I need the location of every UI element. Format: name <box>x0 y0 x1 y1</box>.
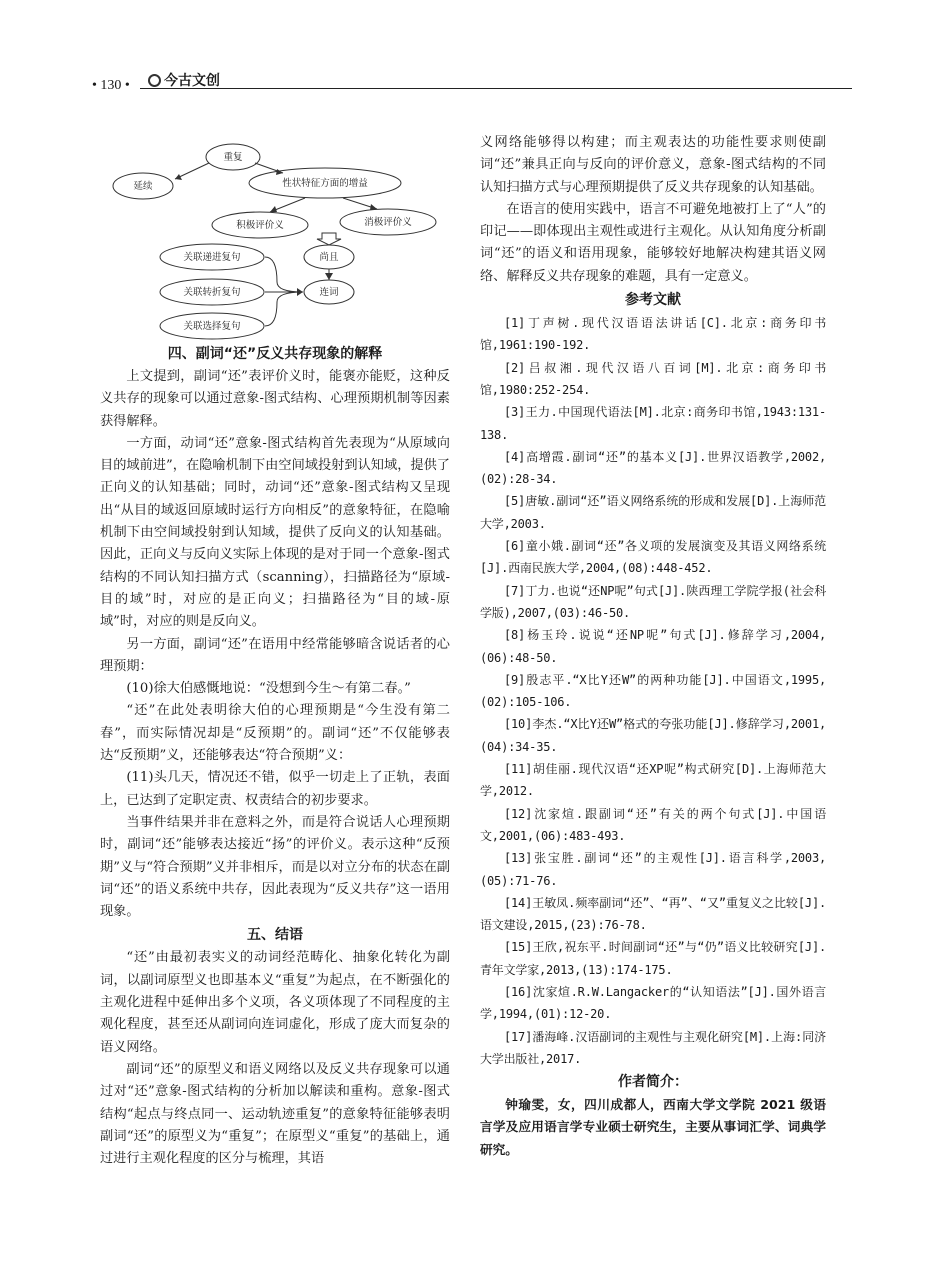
paragraph: 一方面，动词“还”意象-图式结构首先表现为“从原域向目的域前进”，在隐喻机制下由空间域投射到认知域，提供了正向义的认知基础；同时，动词“还”意象-图式结构又呈现出“从目的域返回原域时运行方向相反”的意象特征，在隐喻机制下由空间域投射到认知域，提供了反向义的认知基础。因此，正向义与反向义实际上体现的是对于同一个意象-图式结构的不同认知扫描方式（scanning），扫描路径为“原域-目的域”时，对应的是正向义；扫描路径为“目的域-原域”时，对应的则是反向义。 <box>100 435 450 630</box>
semantic-network-diagram <box>105 132 445 342</box>
paragraph: 在语言的使用实践中，语言不可避免地被打上了“人”的印记——即体现出主观性或进行主观化。从认知角度分析副词“还”的语义和语用现象，能够较好地解决构建其语义网络、解释反义共存现象的难题，具有一定意义。 <box>480 201 826 284</box>
reference-item: [5]唐敏.副词“还”语义网络系统的形成和发展[D].上海师范大学,2003. <box>480 494 826 531</box>
reference-item: [14]王敏凤.频率副词“还”、“再”、“又”重复义之比较[J].语文建设,2015,(23):76-78. <box>480 895 826 933</box>
left-column <box>100 132 450 1170</box>
node-xuanze: 关联选择复句 <box>183 321 241 332</box>
reference-item: [15]王欣,祝东平.时间副词“还”与“仍”语义比较研究[J].青年文学家,2013,(13):174-175. <box>480 940 826 977</box>
journal-logo <box>148 70 220 90</box>
reference-item: [13]张宝胜.副词“还”的主观性[J].语言科学,2003,(05):71-76. <box>480 851 826 888</box>
node-lianci: 连词 <box>319 287 339 298</box>
page-header <box>92 70 852 92</box>
edge-dijin-lianci <box>265 257 303 292</box>
paragraph: “还”由最初表实义的动词经范畴化、抽象化转化为副词，以副词原型义也即基本义“重复”为起点，在不断强化的主观化进程中延伸出多个义项，各义项体现了不同程度的主观化程度，甚至还从副词向连词虚化，形成了庞大而复杂的语义网络。 <box>100 950 450 1055</box>
section5-title: 五、结语 <box>247 927 303 944</box>
reference-item: [17]潘海峰.汉语副词的主观性与主观化研究[M].上海:同济大学出版社,2017. <box>480 1029 826 1066</box>
header-rule <box>140 88 852 89</box>
paragraph: 当事件结果并非在意料之外，而是符合说话人心理预期时，副词“还”能够表达接近“扬”的评价义。表示这种“反预期”义与“符合预期”义并非相斥，而是以对立分布的状态在副词“还”的语义系统中共存，因此表现为“反义共存”这一语用现象。 <box>100 814 450 920</box>
paragraph: 上文提到，副词“还”表评价义时，能褒亦能贬，这种反义共存的现象可以通过意象-图式结构、心理预期机制等因素获得解释。 <box>100 369 450 429</box>
reference-item: [2]吕叔湘.现代汉语八百词[M].北京:商务印书馆,1980:252-254. <box>480 360 826 397</box>
node-xiaoji: 消极评价义 <box>364 217 412 228</box>
node-yanxu: 延续 <box>133 181 153 192</box>
journal-name: 今古文创 <box>164 73 220 89</box>
author-title: 作者简介： <box>618 1074 688 1091</box>
node-dijin: 关联递进复句 <box>183 252 241 263</box>
reference-list <box>480 312 826 1070</box>
reference-item: [12]沈家煊.跟副词“还”有关的两个句式[J].中国语文,2001,(06):483-493. <box>480 806 826 843</box>
node-shangqie: 尚且 <box>319 252 339 263</box>
references-title: 参考文献 <box>625 292 681 309</box>
reference-item: [16]沈家煊.R.W.Langacker的“认知语法”[J].国外语言学,1994,(01):12-20. <box>480 984 826 1022</box>
node-zhuanzhe: 关联转折复句 <box>183 287 241 298</box>
reference-item: [6]童小娥.副词“还”各义项的发展演变及其语义网络系统[J].西南民族大学,2004,(08):448-452. <box>480 539 826 576</box>
section4-title: 四、副词“还”反义共存现象的解释 <box>167 346 383 362</box>
example-11: (11)头几天，情况还不错，似乎一切走上了正轨，表面上，已达到了定职定责、权责结合的初步要求。 <box>100 770 450 808</box>
edge-xuanze-lianci <box>265 292 303 326</box>
paragraph: 副词“还”的原型义和语义网络以及反义共存现象可以通过对“还”意象-图式结构的分析加以解读和重构。意象-图式结构“起点与终点同一、运动轨迹重复”的意象特征能够表明副词“还”的原型义为“重复”；在原型义“重复”的基础上，通过进行主观化程度的区分与梳理，其语 <box>100 1061 450 1167</box>
reference-item: [7]丁力.也说“还NP呢”句式[J].陕西理工学院学报(社会科学版),2007,(03):46-50. <box>480 583 826 620</box>
arrow-jiji-shangqie <box>317 233 341 245</box>
reference-item: [8]杨玉玲.说说“还NP呢”句式[J].修辞学习,2004,(06):48-50. <box>480 628 826 665</box>
author-bio <box>480 1094 826 1161</box>
paragraph: 另一方面，副词“还”在语用中经常能够暗含说话者的心理预期： <box>100 636 450 674</box>
paragraph: “还”在此处表明徐大伯的心理预期是“今生没有第二春”，而实际情况却是“反预期”的。副词“还”不仅能够表达“反预期”义，还能够表达“符合预期”义： <box>100 703 450 764</box>
reference-item: [4]高增霞.副词“还”的基本义[J].世界汉语教学,2002,(02):28-34. <box>480 449 826 487</box>
paragraph: 义网络能够得以构建；而主观表达的功能性要求则使副词“还”兼具正向与反向的评价意义，意象-图式结构的不同认知扫描方式与心理预期提供了反义共存现象的认知基础。 <box>480 135 826 195</box>
node-zengyi: 性状特征方面的增益 <box>282 178 368 189</box>
node-jiji: 积极评价义 <box>236 220 284 231</box>
reference-item: [10]李杰.“X比Y还W”格式的夸张功能[J].修辞学习,2001,(04):34-35. <box>480 717 826 754</box>
journal-logo-icon <box>148 74 161 87</box>
reference-item: [9]殷志平.“X比Y还W”的两种功能[J].中国语文,1995,(02):105-106. <box>480 672 826 710</box>
reference-item: [11]胡佳丽.现代汉语“还XP呢”构式研究[D].上海师范大学,2012. <box>480 762 826 799</box>
node-chongfu: 重复 <box>223 152 243 163</box>
example-10: (10)徐大伯感慨地说：“没想到今生～有第二春。” <box>126 681 411 697</box>
author-text: 钟瑜雯，女，四川成都人，西南大学文学院 2021 级语言学及应用语言学专业硕士研究生，主要从事词汇学、词典学研究。 <box>480 1097 826 1157</box>
right-column <box>480 132 826 1161</box>
page-number: • 130 • <box>92 78 130 93</box>
reference-item: [1]丁声树.现代汉语语法讲话[C].北京:商务印书馆,1961:190-192. <box>480 316 826 353</box>
reference-item: [3]王力.中国现代语法[M].北京:商务印书馆,1943:131-138. <box>480 405 826 442</box>
